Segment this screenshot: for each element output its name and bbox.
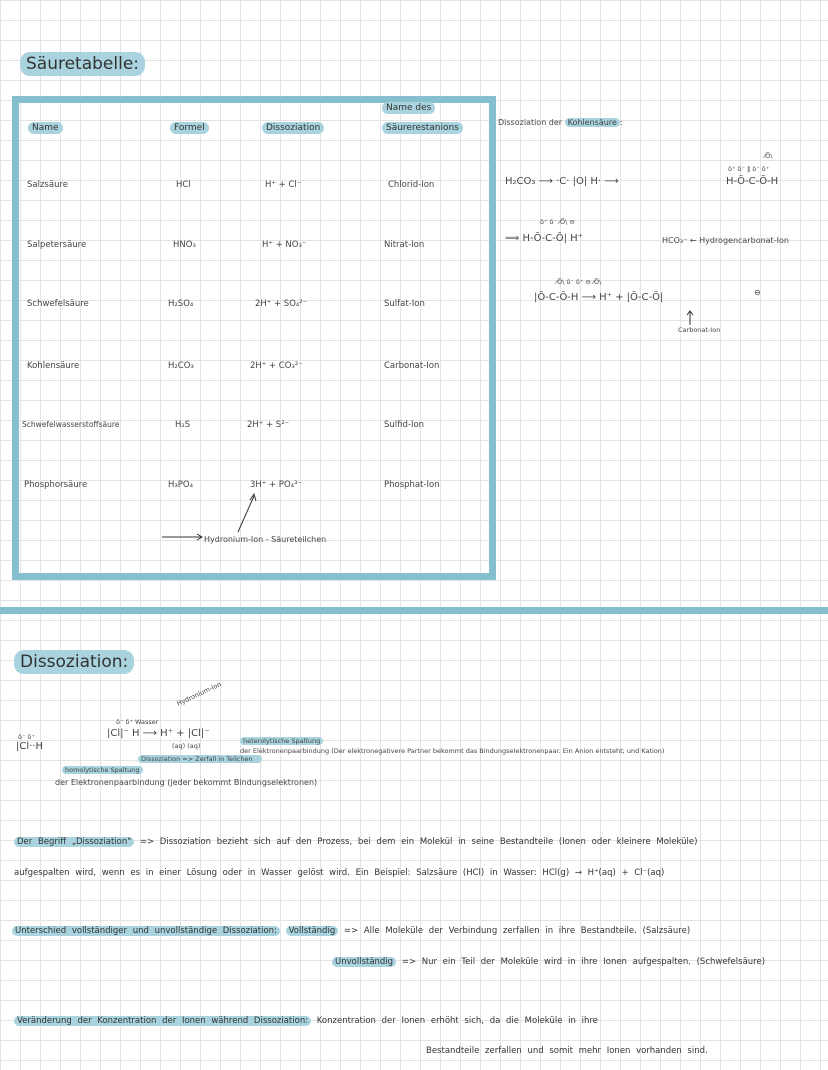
unterschied-line2: Unvollständig => Nur ein Teil der Moleküle wird in ihre Ionen aufgespalten. (Schwefelsäure): [332, 957, 765, 967]
carbonat-arrow-icon: [685, 310, 695, 326]
eq1-left: H₂CO₃ ⟶ ·C· |O| H· ⟶: [505, 176, 619, 187]
unterschied-line1: Unterschied vollständiger und unvollständige Dissoziation: Vollständig => Alle Moleküle der Verbindung zerfallen in ihre Bestandteile. (Salzsäure): [12, 926, 690, 936]
eq2-ion: HCO₃⁻ ← Hydrogencarbonat-Ion: [662, 236, 789, 245]
eq1-top: ⁄O̅\: [764, 152, 773, 160]
row-6-dissoziation: 3H⁺ + PO₄³⁻: [250, 480, 302, 490]
eq1-right: H-Ō-C-Ō-H: [726, 176, 779, 187]
dissoziation-title: Dissoziation:: [14, 650, 134, 674]
homo-label: homolytische Spaltung: [62, 766, 143, 774]
row-1-formel: HCl: [176, 180, 191, 190]
header-dissoziation: Dissoziation: [262, 122, 324, 134]
row-1-ion: Chlorid-Ion: [388, 180, 435, 190]
homo-formula: |Cl··H: [16, 741, 44, 752]
row-5-formel: H₂S: [175, 420, 191, 430]
row-2-formel: HNO₃: [173, 240, 196, 250]
row-3-dissoziation: 2H⁺ + SO₄²⁻: [255, 299, 308, 309]
hetero-charges: δ⁻ δ⁺ Wasser: [116, 718, 159, 726]
row-5-name: Schwefelwasserstoffsäure: [22, 420, 120, 429]
homo-charges: δ⁻ δ⁺: [18, 733, 35, 741]
row-4-ion: Carbonat-Ion: [384, 361, 440, 371]
row-3-formel: H₂SO₄: [168, 299, 194, 309]
eq3: |Ō-C-Ō-H ⟶ H⁺ + |Ō-C-Ō|: [534, 292, 664, 303]
row-6-formel: H₃PO₄: [168, 480, 194, 490]
header-formel: Formel: [170, 122, 209, 134]
header-name: Name: [28, 122, 63, 134]
eq2: ⟹ H-Ō-C-Ō| H⁺: [505, 233, 583, 244]
row-6-ion: Phosphat-Ion: [384, 480, 440, 490]
section-divider: [0, 607, 828, 614]
row-4-dissoziation: 2H⁺ + CO₃²⁻: [250, 361, 303, 371]
begriff-paragraph-line1: Der Begriff „Dissoziation" => Dissoziation bezieht sich auf den Prozess, bei dem ein Molekül in seine Bestandteile (Ionen oder kleinere Moleküle): [14, 837, 697, 847]
hydronium-annotation: Hydronium-Ion - Säureteilchen: [204, 535, 327, 544]
row-3-name: Schwefelsäure: [27, 299, 89, 309]
hetero-aq: (aq) (aq): [172, 742, 201, 750]
eq3-charges: ⁄O̅\ δ⁻ δ⁺ ⊖ ⁄O̅\: [556, 278, 602, 286]
row-4-name: Kohlensäure: [27, 361, 80, 371]
row-4-formel: H₂CO₃: [168, 361, 194, 371]
begriff-paragraph-line2: aufgespalten wird, wenn es in einer Lösung oder in Wasser gelöst wird. Ein Beispiel: Salzsäure (HCl) in Wasser: HCl(g) → H⁺(aq) + Cl⁻(aq): [14, 868, 665, 878]
eq3-ion: Carbonat-Ion: [678, 326, 721, 334]
row-5-ion: Sulfid-Ion: [384, 420, 425, 430]
eq1-charges: δ⁺ δ⁻ ‖ δ⁻ δ⁺: [728, 165, 770, 173]
zerfall-label: Dissoziation => Zerfall in Teilchen: [138, 755, 262, 763]
veraenderung-line1: Veränderung der Konzentration der Ionen während Dissoziation: Konzentration der Ionen erhöht sich, da die Moleküle in ihre: [14, 1016, 598, 1026]
hetero-desc: der Elektronenpaarbindung (Der elektronegativere Partner bekommt das Bindungselektronenpaar. Ein Anion entsteht; und Kation): [240, 747, 665, 755]
row-5-dissoziation: 2H⁺ + S²⁻: [247, 420, 290, 430]
hetero-label: heterolytische Spaltung: [240, 737, 323, 745]
row-1-dissoziation: H⁺ + Cl⁻: [265, 180, 302, 190]
kohlensaeure-heading: Dissoziation der Kohlensäure :: [498, 118, 623, 127]
hetero-formula: |Cl|⁻ H ⟶ H⁺ + |Cl|⁻: [107, 728, 210, 739]
page-title: Säuretabelle:: [20, 52, 145, 76]
row-1-name: Salzsäure: [27, 180, 68, 190]
homo-desc: der Elektronenpaarbindung (jeder bekommt Bindungselektronen): [55, 778, 318, 787]
header-restion-line2: Säurerestanions: [382, 122, 463, 134]
header-restion-line1: Name des: [382, 102, 435, 114]
row-2-ion: Nitrat-Ion: [384, 240, 425, 250]
row-6-name: Phosphorsäure: [24, 480, 88, 490]
eq2-charges: δ⁺ δ⁻ ⁄O̅\ ⊖: [540, 218, 575, 226]
row-3-ion: Sulfat-Ion: [384, 299, 425, 309]
row-2-name: Salpetersäure: [27, 240, 87, 250]
veraenderung-line2: Bestandteile zerfallen und somit mehr Ionen vorhanden sind.: [426, 1046, 708, 1056]
row-2-dissoziation: H⁺ + NO₃⁻: [262, 240, 307, 250]
hydronium-label: Hydronium-Ion: [175, 680, 223, 708]
eq3-minus: ⊖: [754, 288, 761, 297]
